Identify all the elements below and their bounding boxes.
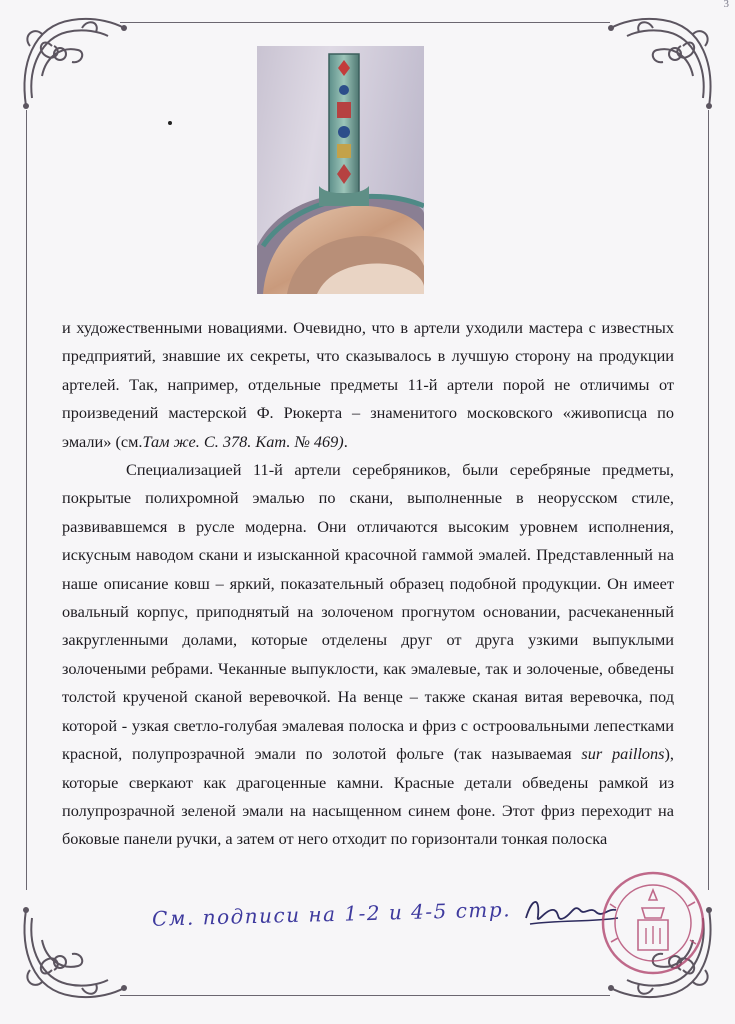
paragraph-1	[62, 314, 674, 456]
catalog-reference: Там же. С. 378. Кат. № 469)	[142, 431, 344, 451]
foreign-term: sur paillons	[581, 744, 665, 764]
page-number: 3	[723, 0, 729, 10]
ladle-photo	[257, 46, 424, 294]
frame-left	[26, 110, 27, 890]
corner-ornament-icon	[12, 6, 132, 116]
text-line: и художественными новациями. Очевидно, что в артели уходили мастера с известных	[62, 318, 674, 337]
corner-ornament-icon	[12, 900, 132, 1010]
corner-ornament-icon	[603, 6, 723, 116]
paragraph-text: Специализацией 11-й артели серебряников, были серебряные предметы, покрытые полихромной эмалью по скани, выполненные в неорусском стиле, развивавшемся в русле модерна. Они отличаются высоким уровнем исполнения, искусным наводом скани и изысканной красочной гаммой эмалей. Представленный на наше описание ковш – яркий, показательный образец подобной продукции. Он имеет овальный корпус, приподнятый на золоченом прогнутом основании, расчеканенный закругленными долами, которые отделены друг от друга узкими выпуклыми золочеными ребрами. Чеканные выпуклости, как эмалевые, так и золоченые, обведены толстой крученой сканой веревочкой. На венце – также сканая витая веревочка, под которой - узкая светло-голубая эмалевая полоска и фриз с остроовальными лепестками красной, полупрозрачной эмали по золотой фольге (так называемая	[62, 460, 674, 764]
handwritten-note: См. подписи на 1-2 и 4-5 стр.	[151, 897, 512, 931]
paragraph-2	[62, 456, 674, 854]
text-line: эмали» (см.	[62, 431, 143, 451]
text-line: предприятий, знавшие их секреты, что сказывалось в лучшую сторону на продукции	[62, 346, 674, 366]
sentence-end: .	[343, 431, 348, 451]
frame-right	[708, 110, 709, 890]
ink-dot	[168, 121, 172, 125]
text-line: артелей. Так, например, отдельные предметы 11-й артели порой не отличимы от	[62, 374, 674, 394]
frame-top	[120, 22, 610, 23]
paragraph-text: ), которые сверкают как драгоценные камни. Красные детали обведены рамкой из полупрозрачной зеленой эмали на насыщенном синем фоне. Этот фриз переходит на боковые панели ручки, а затем от него отходит по горизонтали тонкая полоска	[62, 744, 675, 849]
text-line: произведений мастерской Ф. Рюкерта – знаменитого московского «живописца по	[62, 403, 674, 423]
frame-bottom	[120, 995, 610, 996]
body-text	[62, 314, 674, 854]
seal-stamp-icon	[598, 868, 708, 978]
